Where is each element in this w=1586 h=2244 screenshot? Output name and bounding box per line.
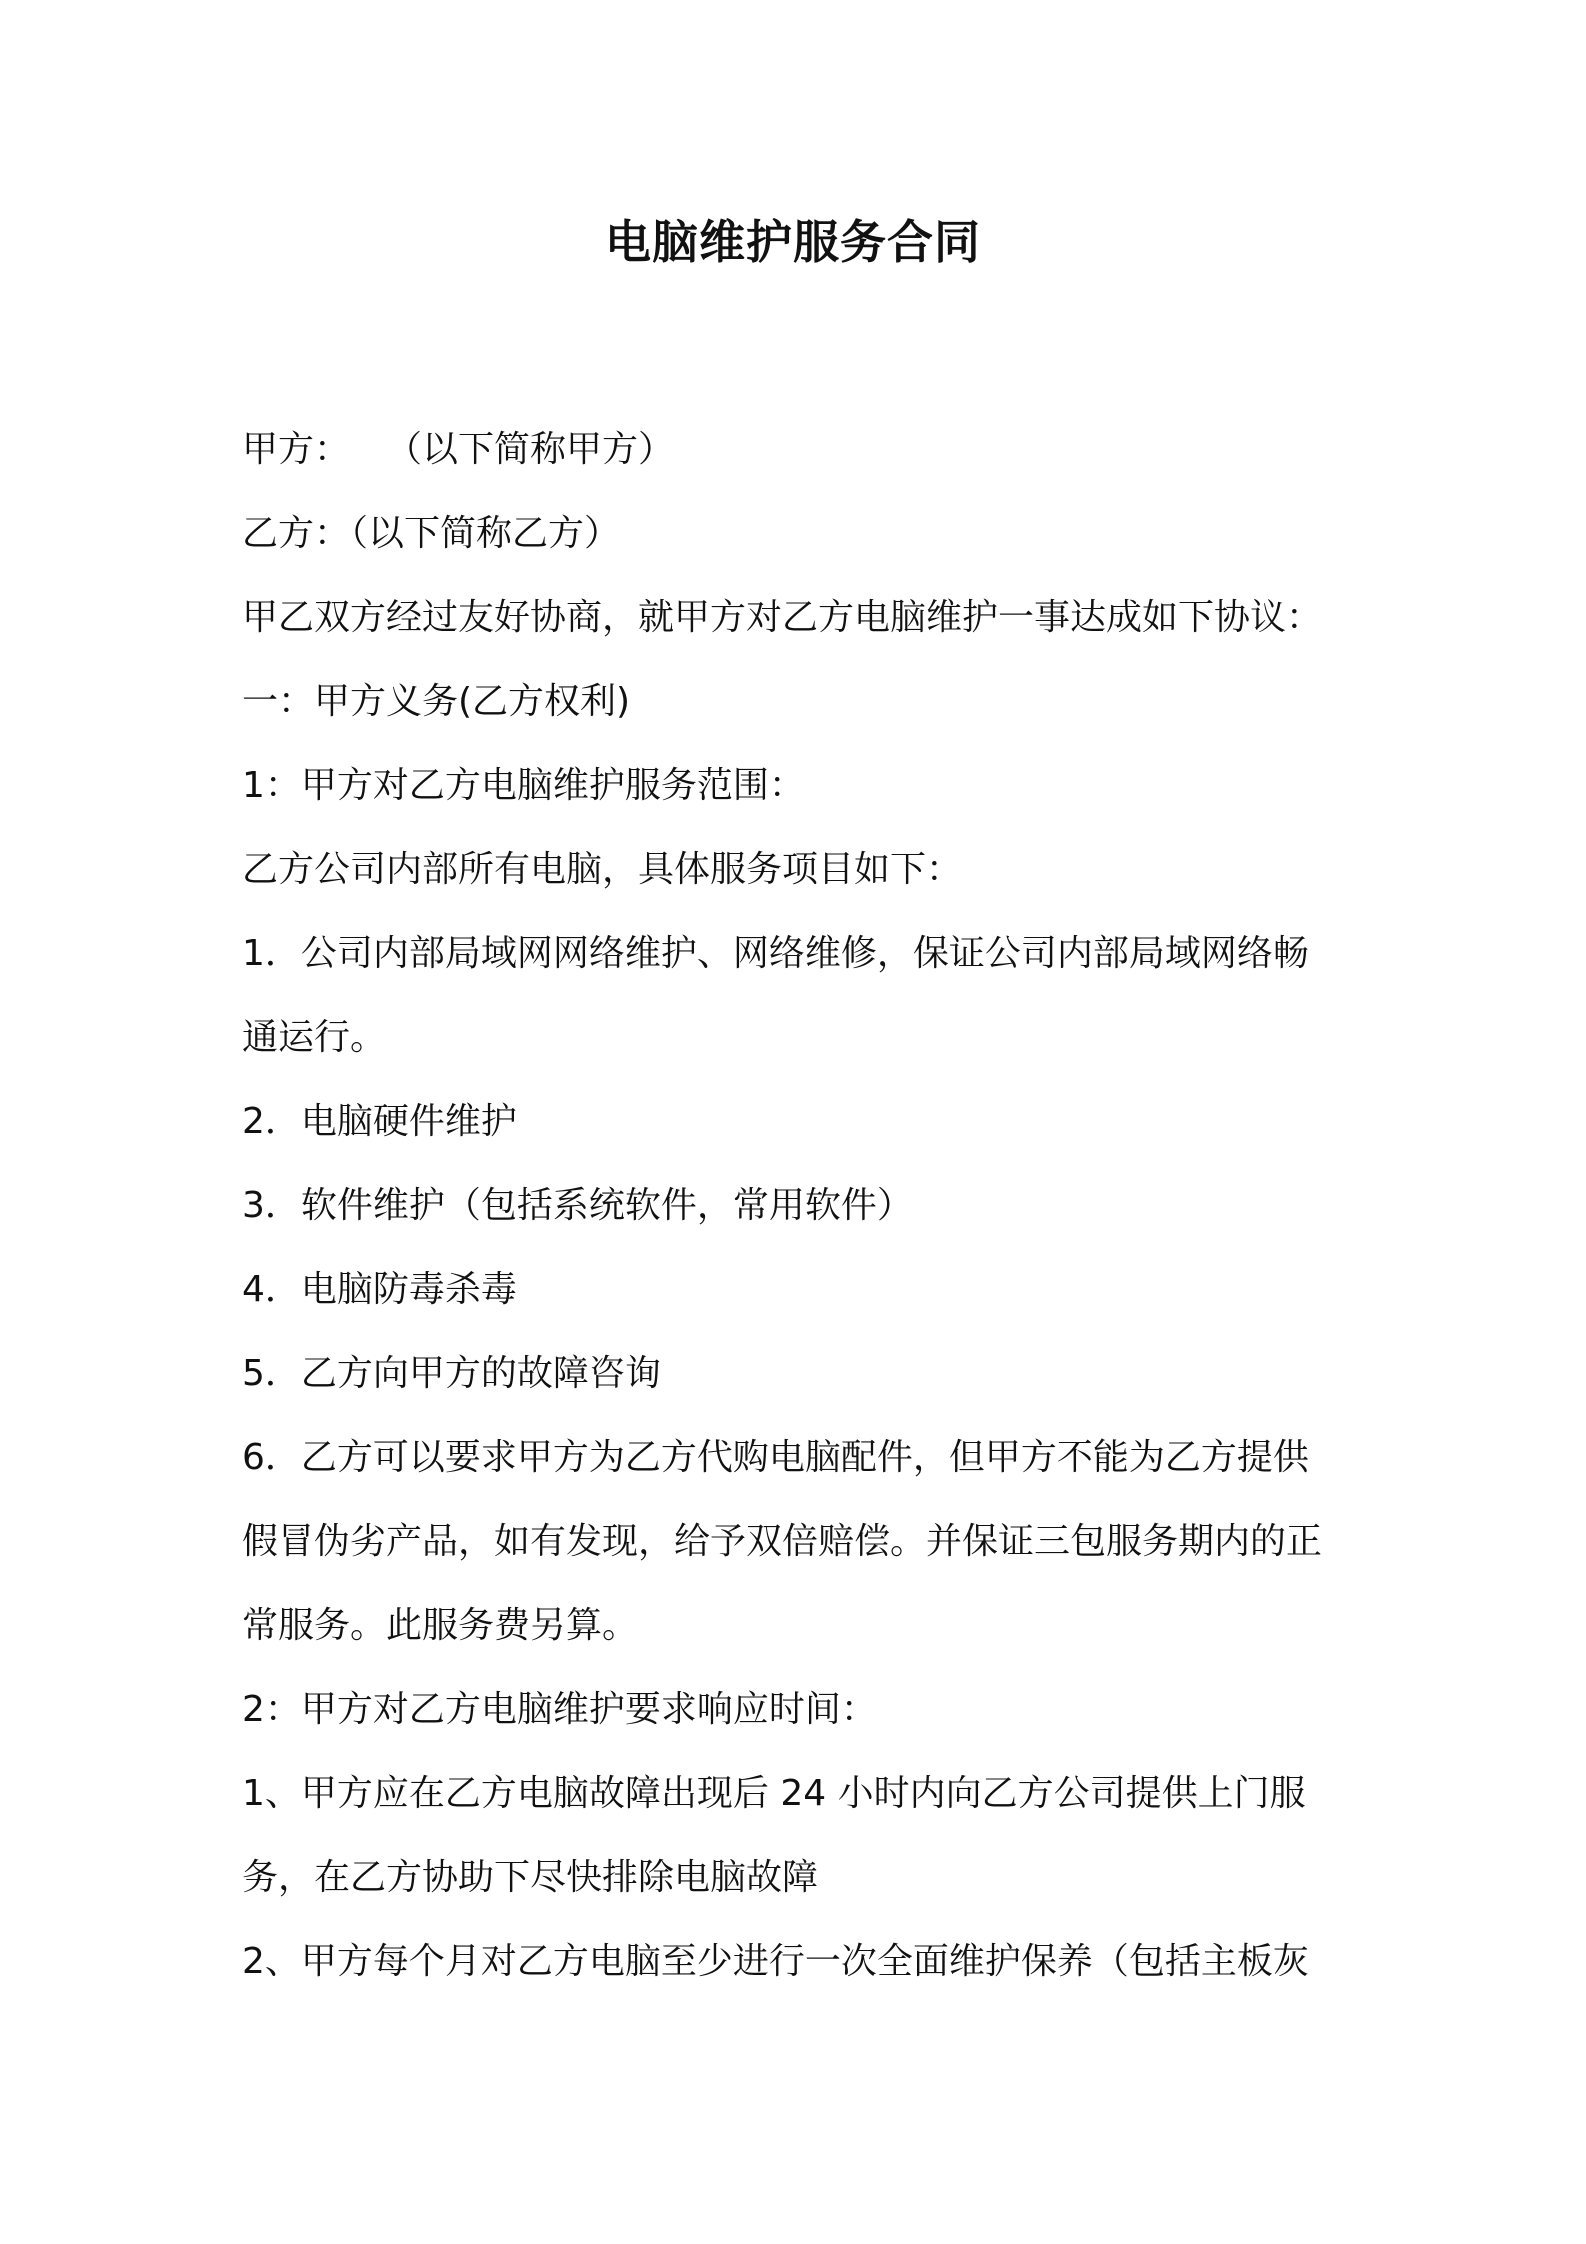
list-item-1: 1．公司内部局域网网络维护、网络维修，保证公司内部局域网络畅 [242,933,1309,974]
list-item-6-continued-2: 常服务。此服务费另算。 [242,1605,639,1646]
list-item-5: 5．乙方向甲方的故障咨询 [242,1353,661,1394]
response-item-1-continued: 务，在乙方协助下尽快排除电脑故障 [242,1857,819,1898]
document-body [242,408,1362,2004]
text-line-party-a: 甲方： （以下简称甲方） [242,429,675,470]
text-line-party-b: 乙方：（以下简称乙方） [242,513,621,554]
section-heading-obligations: 一：甲方义务(乙方权利) [242,681,631,722]
list-item-2: 2．电脑硬件维护 [242,1101,517,1142]
text-line-agreement-intro: 甲乙双方经过友好协商，就甲方对乙方电脑维护一事达成如下协议： [242,597,1323,638]
list-item-6: 6．乙方可以要求甲方为乙方代购电脑配件，但甲方不能为乙方提供 [242,1437,1309,1478]
subsection-heading-service-scope: 1：甲方对乙方电脑维护服务范围： [242,765,805,806]
list-item-6-continued: 假冒伪劣产品，如有发现，给予双倍赔偿。并保证三包服务期内的正 [242,1521,1323,1562]
response-item-2: 2、甲方每个月对乙方电脑至少进行一次全面维护保养（包括主板灰 [242,1941,1309,1982]
list-item-4: 4．电脑防毒杀毒 [242,1269,517,1310]
list-item-1-continued: 通运行。 [242,1017,387,1058]
list-item-3: 3．软件维护（包括系统软件，常用软件） [242,1185,913,1226]
text-line-service-items-intro: 乙方公司内部所有电脑，具体服务项目如下： [242,849,963,890]
document-title: 电脑维护服务合同 [605,215,981,269]
subsection-heading-response-time: 2：甲方对乙方电脑维护要求响应时间： [242,1689,877,1730]
response-item-1: 1、甲方应在乙方电脑故障出现后 24 小时内向乙方公司提供上门服 [242,1773,1306,1814]
